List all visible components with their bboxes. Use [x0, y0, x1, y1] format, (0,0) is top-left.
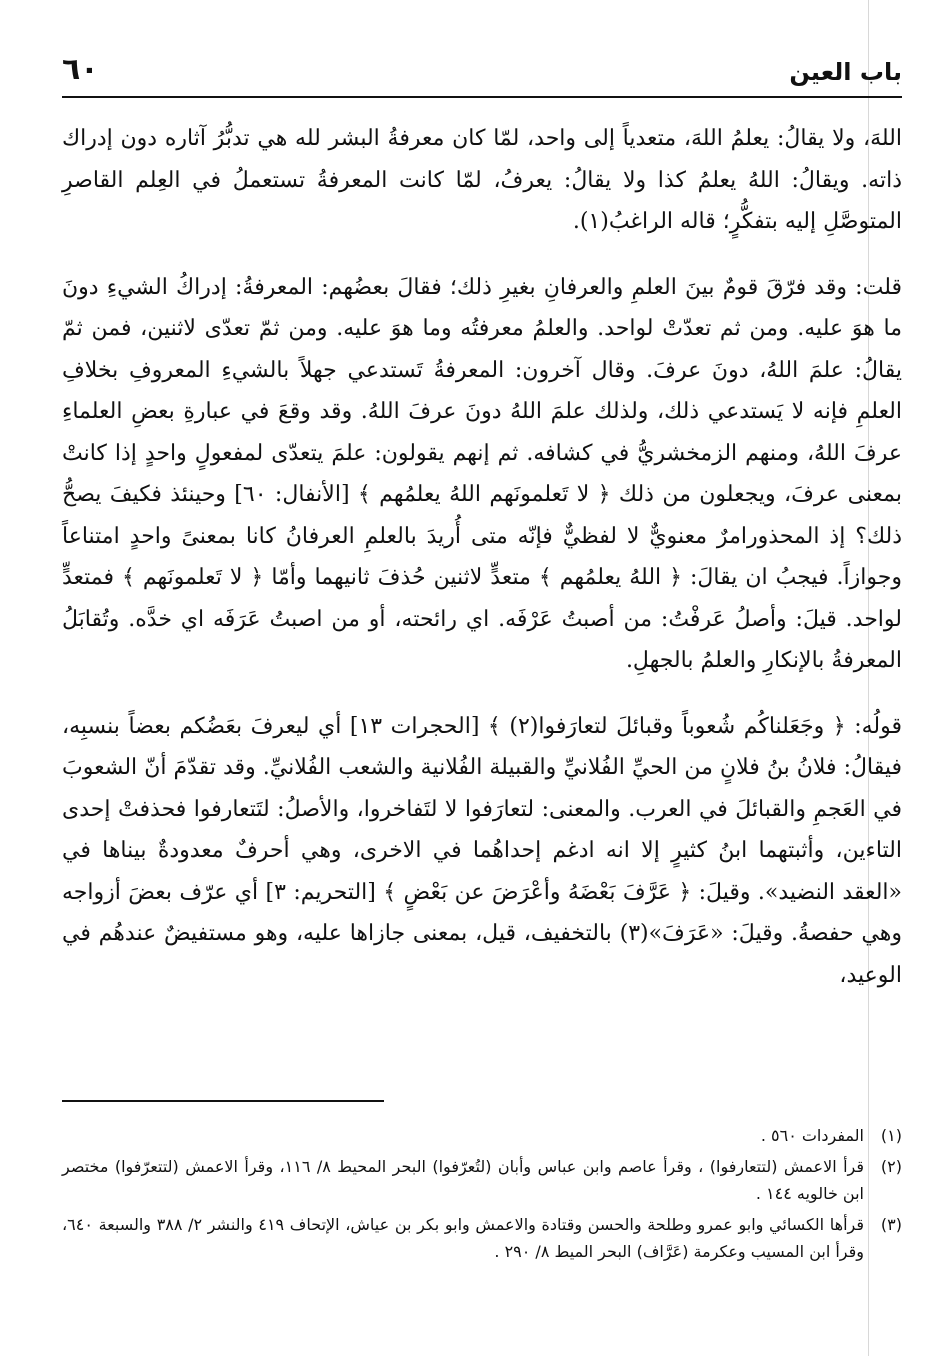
footnotes	[62, 1122, 902, 1269]
paragraph-1: اللهَ، ولا يقالُ: يعلمُ اللهَ، متعدياً إلى واحد، لمّا كان معرفةُ البشر لله هي تدبُّرُ آثاره دون إدراك ذاته. ويقالُ: اللهُ يعلمُ كذا ولا يقالُ: يعرفُ، لمّا كانت المعرفةُ تستعملُ في العِلم القاصرِ المتوصَّلِ إليه بتفكُّرٍ؛ قاله الراغبُ(١).	[62, 126, 902, 234]
footnote-number: (٣)	[880, 1215, 902, 1234]
page-header	[62, 52, 902, 90]
footnote-number: (١)	[880, 1126, 902, 1145]
footnote-text: قرأها الكسائي وابو عمرو وطلحة والحسن وقتادة والاعمش وابو بكر بن عياش، الإتحاف ٤١٩ والنشر ٢/ ٣٨٨ والسبعة ٦٤٠، وقرأ ابن المسيب وعكرمة (عَرَّاف) البحر الميط ٨/ ٢٩٠ .	[62, 1215, 864, 1261]
footnote-2	[62, 1153, 902, 1207]
chapter-title: باب العين	[789, 58, 902, 86]
footnote-rule	[62, 1100, 384, 1102]
footnote-number: (٢)	[880, 1157, 902, 1176]
book-page	[62, 52, 902, 1342]
main-text	[62, 118, 902, 1020]
header-rule	[62, 96, 902, 98]
footnote-1	[62, 1122, 902, 1149]
footnote-text: المفردات ٥٦٠ .	[760, 1126, 864, 1145]
paragraph-2: قلت: وقد فرّقَ قومٌ بينَ العلمِ والعرفانِ بغيرِ ذلك؛ فقالَ بعضُهم: المعرفةُ: إدراكُ الشيءِ دونَ ما هوَ عليه. ومن ثم تعدّتْ لواحد. والعلمُ معرفتُه وما هوَ عليه. ومن ثمّ تعدّى لاثنين، فمن ثمّ يقالُ: علمَ اللهُ، دونَ عرفَ. وقال آخرون: المعرفةُ تَستدعي جهلاً بالشيءِ المعروفِ بخلافِ العلمِ فإنه لا يَستدعي ذلك، ولذلك علمَ اللهُ دونَ عرفَ اللهُ. وقد وقعَ في عبارةِ بعضِ العلماءِ عرفَ اللهُ، ومنهم الزمخشريُّ في كشافه. ثم إنهم يقولون: علمَ يتعدّى لمفعولٍ واحدٍ إذا كانتْ بمعنى عرفَ، ويجعلون من ذلك ﴿ لا تَعلمونَهم اللهُ يعلمُهم ﴾ [الأنفال: ٦٠] وحينئذ فكيفَ يصحُّ ذلك؟ إذ المحذورامرٌ معنويٌّ لا لفظيٌّ فإنّه متى أُريدَ بالعلمِ العرفانُ كانا بمعنىً واحدٍ امتناعاً وجوازاً. فيجبُ ان يقالَ: ﴿ اللهُ يعلمُهم ﴾ متعدٍّ لاثنين حُذفَ ثانيهما وأمّا ﴿ لا تَعلمونَهم ﴾ فمتعدٍّ لواحد. قيلَ: وأصلُ عَرفْتُ: من أصبتُ عَرْفَه. اي رائحته، أو من اصبتُ عَرَفَه اي خدَّه. وتُقابَلُ المعرفةُ بالإنكارِ والعلمُ بالجهلِ.	[62, 274, 903, 673]
paragraph-3: قولُه: ﴿ وجَعَلناكُم شُعوباً وقبائلَ لتعارَفوا(٢) ﴾ [الحجرات ١٣] أي ليعرفَ بعَضُكم بعضاً بنسبِه، فيقالُ: فلانُ بنُ فلانٍ من الحيِّ الفُلانيِّ والقبيلة الفُلانية والشعب الفُلانيِّ. وقد تقدّمَ أنّ الشعوبَ في العَجمِ والقبائلَ في العرب. والمعنى: لتعارَفوا لا لتَفاخروا، والأصلُ: لتَتعارفوا فحذفتْ إحدى التاءين، وأثبتهما ابنُ كثيرٍ إلا انه ادغم إحداهُما في الاخرى، وهي أحرفٌ معدودةٌ بيناها في «العقد النضيد». وقيلَ: ﴿ عَرَّفَ بَعْضَهُ وأعْرَضَ عن بَعْضٍ ﴾ [التحريم: ٣] أي عرّف بعضَ أزواجه وهي حفصةُ. وقيلَ: «عَرَفَ»(٣) بالتخفيف، قيل، بمعنى جازاها عليه، وهو مستفيضٌ عندهُم في الوعيد،	[62, 713, 903, 988]
footnote-text: قرأ الاعمش (لتتعارفوا) ، وقرأ عاصم وابن عباس وأبان (لتُعرّفوا) البحر المحيط ٨/ ١١٦، وقرأ الاعمش (لتتعرّفوا) مختصر ابن خالويه ١٤٤ .	[62, 1157, 865, 1203]
page-number: ٦٠	[62, 52, 99, 87]
footnote-3	[62, 1211, 902, 1265]
